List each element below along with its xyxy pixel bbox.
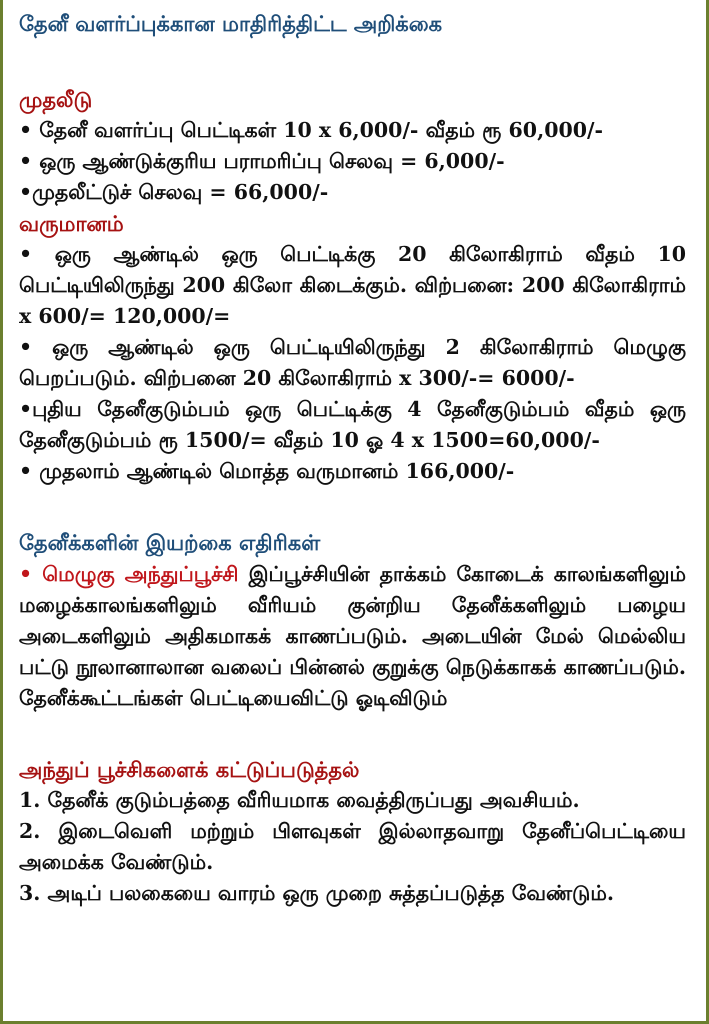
spacer: [19, 487, 686, 527]
control-section: [19, 754, 686, 909]
enemies-heading: தேனீக்களின் இயற்கை எதிரிகள்: [19, 530, 321, 555]
enemies-body: இப்பூச்சியின் தாக்கம் கோடைக் காலங்களிலும் மழைக்காலங்களிலும் வீரியம் குன்றிய தேனீக்களிலும் பழைய அடைகளிலும் அதிகமாகக் காணப்படும். அடையின் மேல் மெல்லிய பட்டு நூலானாலான வலைப் பின்னல் குறுக்கு நெடுக்காகக் காணப்படும். தேனீக்கூட்டங்கள் பெட்டியைவிட்டு ஓடிவிடும்: [19, 562, 686, 710]
income-paragraph-4: • முதலாம் ஆண்டில் மொத்த வருமானம் 166,000/-: [19, 459, 515, 483]
income-paragraph-3: •புதிய தேனீகுடும்பம் ஒரு பெட்டிக்கு 4 தேனீகுடும்பம் வீதம் ஒரு தேனீகுடும்பம் ரூ 1500/= வீதம் 10 ஓ 4 x 1500=60,000/-: [19, 397, 686, 452]
income-heading: வருமானம்: [19, 211, 124, 236]
income-paragraph-1: • ஒரு ஆண்டில் ஒரு பெட்டிக்கு 20 கிலோகிராம் வீதம் 10 பெட்டியிலிருந்து 200 கிலோ கிடைக்கும். விற்பனை: 200 கிலோகிராம் x 600/= 120,000/=: [19, 242, 686, 328]
control-item-3: 3. அடிப் பலகையை வாரம் ஒரு முறை சுத்தப்படுத்த வேண்டும்.: [19, 881, 614, 905]
page-title: தேனீ வளர்ப்புக்கான மாதிரித்திட்ட அறிக்கை: [19, 11, 443, 36]
control-heading: அந்துப் பூச்சிகளைக் கட்டுப்படுத்தல்: [19, 757, 360, 782]
investment-section: [19, 84, 686, 208]
investment-line-2: • ஒரு ஆண்டுக்குரிய பராமரிப்பு செலவு = 6,000/-: [19, 149, 505, 173]
control-item-2: 2. இடைவெளி மற்றும் பிளவுகள் இல்லாதவாறு தேனீப்பெட்டியை அமைக்க வேண்டும்.: [19, 819, 686, 874]
income-paragraph-2: • ஒரு ஆண்டில் ஒரு பெட்டியிலிருந்து 2 கிலோகிராம் மெழுகு பெறப்படும். விற்பனை 20 கிலோகிராம் x 300/-= 6000/-: [19, 335, 686, 390]
spacer: [19, 40, 686, 84]
investment-line-1: • தேனீ வளர்ப்பு பெட்டிகள் 10 x 6,000/- வீதம் ரூ 60,000/-: [19, 118, 603, 142]
investment-line-3: •முதலீட்டுச் செலவு = 66,000/-: [19, 180, 329, 204]
control-item-1: 1. தேனீக் குடும்பத்தை வீரியமாக வைத்திருப்பது அவசியம்.: [19, 788, 580, 812]
enemies-paragraph: [19, 559, 686, 714]
investment-heading: முதலீடு: [19, 87, 93, 112]
income-section: [19, 208, 686, 487]
enemies-section: [19, 527, 686, 714]
wax-moth-label: • மெழுகு அந்துப்பூச்சி: [19, 562, 239, 586]
spacer: [19, 714, 686, 754]
